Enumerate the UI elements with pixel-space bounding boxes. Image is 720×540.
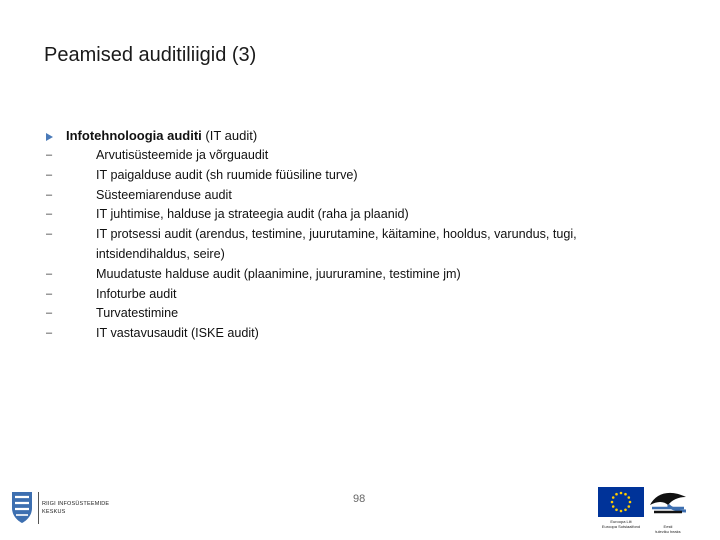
list-item: – Süsteemiarenduse audit xyxy=(46,187,232,202)
eu-caption: Euroopa Liit Euroopa Sotsiaalfond xyxy=(601,519,641,529)
ria-logo-text: RIIGI INFOSÜSTEEMIDE KESKUS xyxy=(42,501,110,515)
list-item: – IT paigalduse audit (sh ruumide füüsiline turve) xyxy=(46,167,358,182)
main-bullet-item xyxy=(46,126,666,344)
list-item: – Arvutisüsteemide ja võrguaudit xyxy=(46,148,269,162)
list-item: – Infoturbe audit xyxy=(46,286,177,301)
main-item-bold: Infotehnoloogia auditi xyxy=(66,128,202,143)
page-number: 98 xyxy=(353,493,366,505)
sub-item-list xyxy=(46,146,666,344)
slide-content xyxy=(46,126,666,344)
list-item: – Muudatuste halduse audit (plaanimine, juururamine, testimine jm) xyxy=(46,266,461,281)
list-item: – IT protsessi audit (arendus, testimine, juurutamine, käitamine, hooldus, varundus, tugi, intsidendihaldus, seire) xyxy=(46,227,577,261)
triangle-bullet-icon xyxy=(46,133,53,141)
coat-of-arms-icon xyxy=(10,490,34,524)
list-item: – IT juhtimise, halduse ja strateegia audit (raha ja plaanid) xyxy=(46,207,409,222)
eu-logo xyxy=(598,487,644,529)
list-item: – Turvatestimine xyxy=(46,306,179,321)
fund-logo xyxy=(646,487,690,534)
fund-caption: Eesti tuleviku heaks xyxy=(655,524,681,534)
swallow-icon xyxy=(646,487,690,517)
main-item-rest: (IT audit) xyxy=(201,128,258,143)
eu-flag-icon xyxy=(598,487,644,517)
ria-logo xyxy=(10,490,110,526)
slide-title: Peamised auditiliigid (3) xyxy=(44,44,257,66)
list-item: – IT vastavusaudit (ISKE audit) xyxy=(46,326,259,341)
logo-divider xyxy=(38,492,39,524)
